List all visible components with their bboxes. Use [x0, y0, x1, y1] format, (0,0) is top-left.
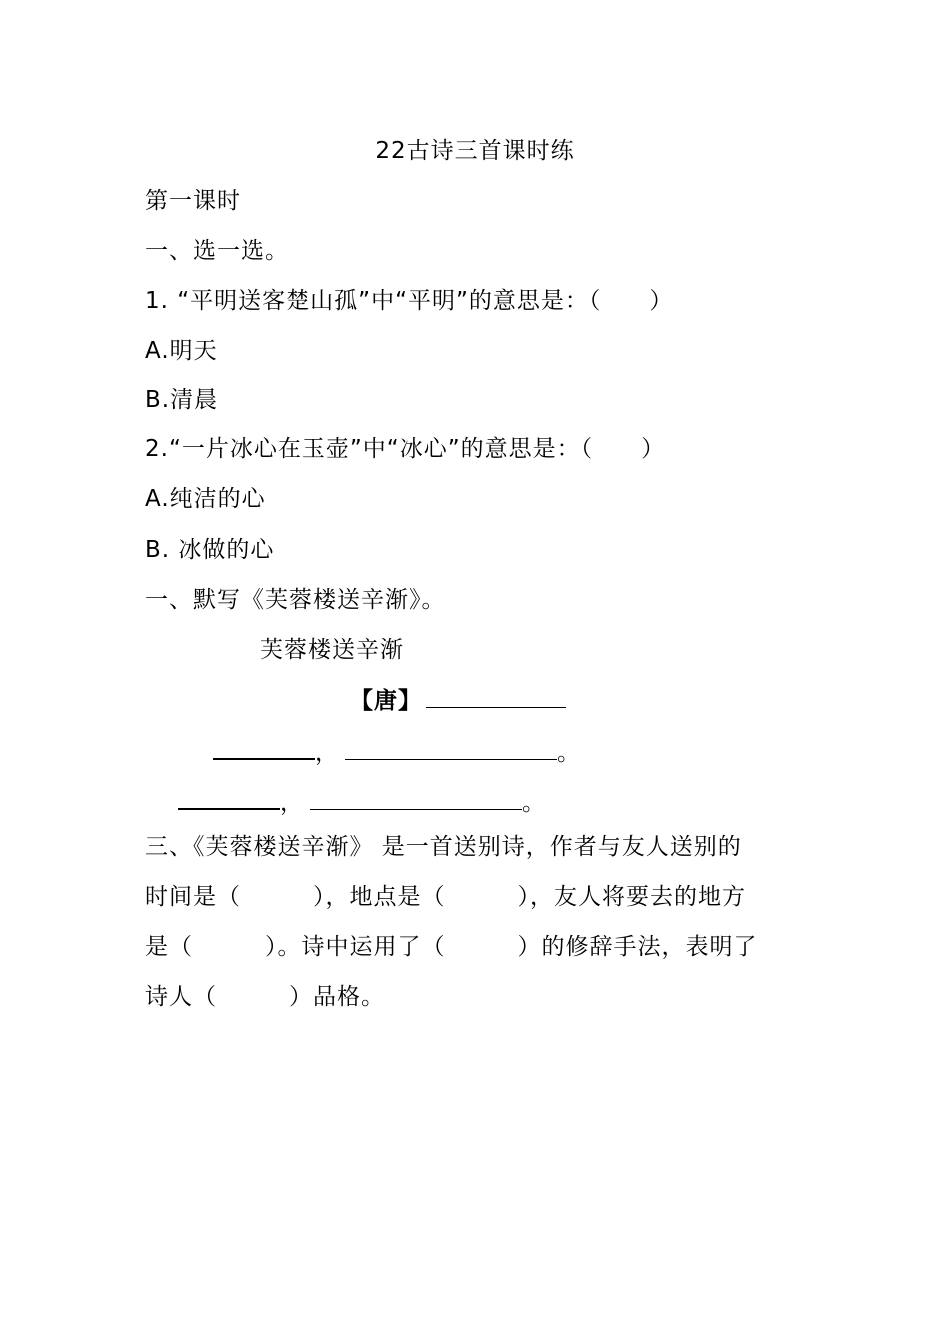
section2-heading: 一、默写《芙蓉楼送辛渐》。 — [145, 587, 446, 613]
section3-row-1: 三、《芙蓉楼送辛渐》 是一首送别诗，作者与友人送别的 — [145, 834, 742, 860]
section1-heading: 一、选一选。 — [145, 238, 289, 264]
dynasty-label: 【唐】 — [350, 688, 422, 714]
poem-line-2 — [178, 786, 546, 818]
section3-row-2: 时间是（ ），地点是（ ），友人将要去的地方 — [145, 884, 746, 910]
question-2-option-a: A.纯洁的心 — [145, 486, 266, 512]
comma-1: ， — [315, 740, 339, 766]
question-2-option-b: B. 冰做的心 — [145, 537, 275, 563]
comma-2: ， — [280, 790, 304, 816]
question-2-stem: 2.“一片冰心在玉壶”中“冰心”的意思是：（ ） — [145, 436, 666, 462]
poem-blank-2a[interactable] — [178, 786, 280, 810]
lesson-label: 第一课时 — [145, 188, 241, 214]
period-1: 。 — [557, 740, 581, 766]
poem-blank-1b[interactable] — [345, 737, 557, 760]
question-1-option-b: B.清晨 — [145, 387, 219, 413]
page-title: 22古诗三首课时练 — [375, 138, 575, 164]
period-2: 。 — [522, 790, 546, 816]
question-1-stem: 1. “平明送客楚山孤”中“平明”的意思是：（ ） — [145, 288, 674, 314]
poem-author-line — [350, 685, 566, 716]
section3-row-4: 诗人（ ）品格。 — [145, 984, 385, 1010]
poem-blank-1a[interactable] — [213, 736, 315, 760]
section3-row-3: 是（ ）。诗中运用了（ ）的修辞手法，表明了 — [145, 934, 758, 960]
section3-paragraph — [145, 822, 807, 1022]
question-1-option-a: A.明天 — [145, 338, 218, 364]
author-blank[interactable] — [426, 685, 566, 708]
poem-title: 芙蓉楼送辛渐 — [260, 637, 404, 663]
poem-line-1 — [213, 736, 581, 768]
poem-blank-2b[interactable] — [310, 787, 522, 810]
